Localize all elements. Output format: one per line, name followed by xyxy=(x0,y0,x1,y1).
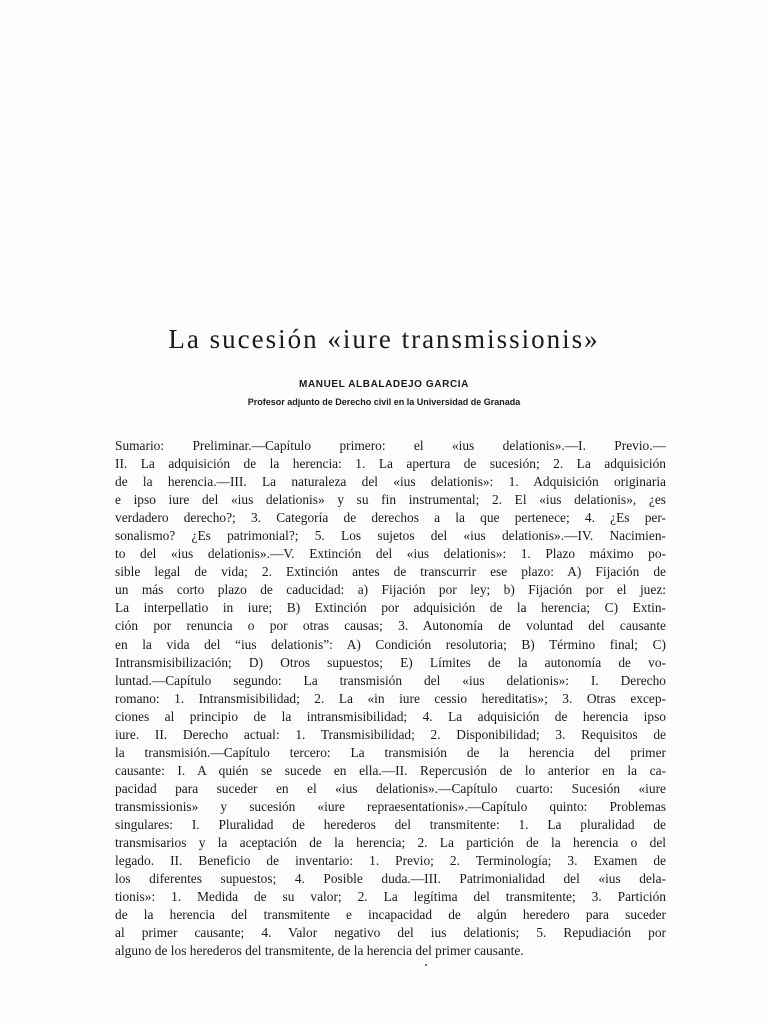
article-title: La sucesión «iure transmissionis» xyxy=(168,324,600,354)
author-name: MANUEL ALBALADEJO GARCIA xyxy=(299,379,469,390)
summary-paragraph xyxy=(115,437,666,960)
summary-line: pacidad para suceder en el «ius delationis».—Capítulo cuarto: Sucesión «iure xyxy=(115,780,666,796)
summary-line: romano: 1. Intransmisibilidad; 2. La «in iure cessio hereditatis»; 3. Otras excep- xyxy=(115,690,666,706)
summary-line: II. La adquisición de la herencia: 1. La apertura de sucesión; 2. La adquisición xyxy=(115,456,666,472)
summary-line: ción por renuncia o por otras causas; 3. Autonomía de voluntad del causante xyxy=(115,618,666,634)
summary-line: e ipso iure del «ius delationis» y su fin instrumental; 2. El «ius delationis», ¿es xyxy=(115,492,666,508)
summary-line: transmissionis» y sucesión «iure repraesentationis».—Capítulo quinto: Problemas xyxy=(115,798,666,814)
summary-line: un más corto plazo de caducidad: a) Fijación por ley; b) Fijación por el juez: xyxy=(115,582,666,598)
summary-line: to del «ius delationis».—V. Extinción del «ius delationis»: 1. Plazo máximo po- xyxy=(115,546,666,562)
author-affiliation: Profesor adjunto de Derecho civil en la Universidad de Granada xyxy=(247,397,521,407)
summary-line: sible legal de vida; 2. Extinción antes de transcurrir ese plazo: A) Fijación de xyxy=(115,564,666,580)
summary-line: Sumario: Preliminar.—Capítulo primero: el «ius delationis».—I. Previo.— xyxy=(115,438,666,453)
summary-line: ciones al principio de la intransmisibilidad; 4. La adquisición de herencia ipso xyxy=(115,708,666,724)
page-mark xyxy=(425,964,427,966)
summary-line: tionis»: 1. Medida de su valor; 2. La legítima del transmitente; 3. Partición xyxy=(115,889,666,905)
summary-line: causante: I. A quién se sucede en ella.—II. Repercusión de lo anterior en la ca- xyxy=(115,762,666,778)
summary-line: de la herencia.—III. La naturaleza del «ius delationis»: 1. Adquisición originaria xyxy=(115,474,666,490)
summary-line: sonalismo? ¿Es patrimonial?; 5. Los sujetos del «ius delationis».—IV. Nacimien- xyxy=(115,528,666,544)
summary-line: verdadero derecho?; 3. Categoría de derechos a la que pertenece; 4. ¿Es per- xyxy=(115,510,666,526)
summary-line: los diferentes supuestos; 4. Posible duda.—III. Patrimonialidad del «ius dela- xyxy=(115,871,666,887)
summary-line: de la herencia del transmitente e incapacidad de algún heredero para suceder xyxy=(115,907,666,923)
summary-line: transmisarios y la aceptación de la herencia; 2. La partición de la herencia o del xyxy=(115,835,666,851)
summary-line: la transmisión.—Capítulo tercero: La transmisión de la herencia del primer xyxy=(115,744,666,760)
summary-line: al primer causante; 4. Valor negativo del ius delationis; 5. Repudiación por xyxy=(115,925,666,941)
summary-line: singulares: I. Pluralidad de herederos del transmitente: 1. La pluralidad de xyxy=(115,816,666,832)
summary-line: en la vida del “ius delationis”: A) Condición resolutoria; B) Término final; C) xyxy=(115,636,666,652)
summary-line: luntad.—Capítulo segundo: La transmisión del «ius delationis»: I. Derecho xyxy=(115,672,666,688)
summary-line: Intransmisibilización; D) Otros supuestos; E) Límites de la autonomía de vo- xyxy=(115,654,666,670)
summary-line: alguno de los herederos del transmitente, de la herencia del primer causante. xyxy=(115,943,524,959)
summary-line: La interpellatio in iure; B) Extinción por adquisición de la herencia; C) Extin- xyxy=(115,600,666,616)
summary-line: legado. II. Beneficio de inventario: 1. Previo; 2. Terminología; 3. Examen de xyxy=(115,853,666,869)
summary-line: iure. II. Derecho actual: 1. Transmisibilidad; 2. Disponibilidad; 3. Requisitos de xyxy=(115,726,666,742)
